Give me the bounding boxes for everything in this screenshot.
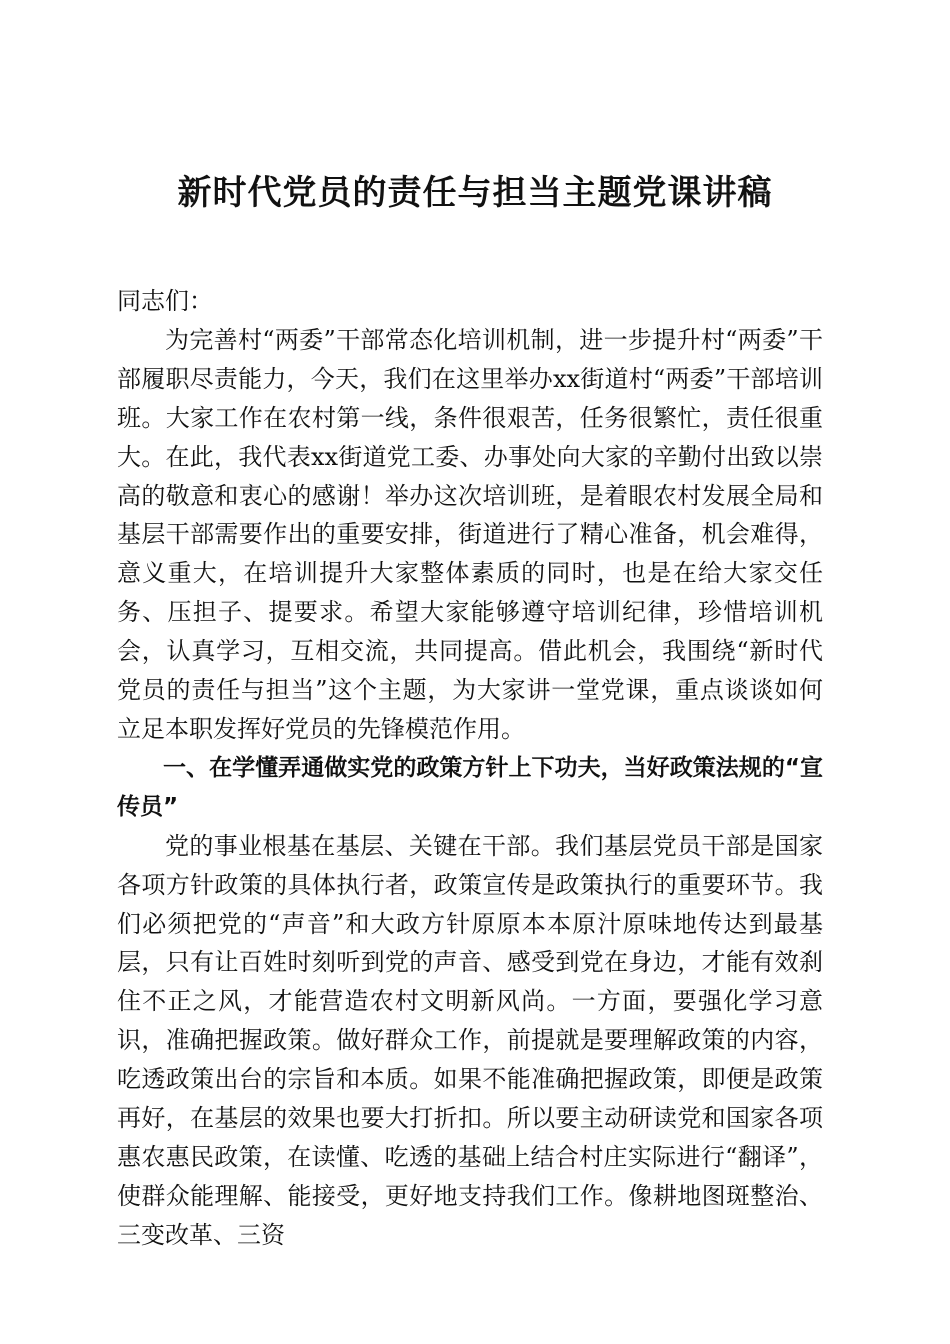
section-heading-1: 一、在学懂弄通做实党的政策方针上下功夫，当好政策法规的“宣传员” bbox=[117, 754, 823, 820]
document-body bbox=[117, 282, 823, 1255]
salutation: 同志们： bbox=[117, 287, 213, 315]
section-1-paragraph: 党的事业根基在基层、关键在干部。我们基层党员干部是国家各项方针政策的具体执行者，政策宣传是政策执行的重要环节。我们必须把党的“声音”和大政方针原原本本原汁原味地传达到最基层，只有让百姓时刻听到党的声音、感受到党在身边，才能有效刹住不正之风，才能营造农村文明新风尚。一方面，要强化学习意识，准确把握政策。做好群众工作，前提就是要理解政策的内容，吃透政策出台的宗旨和本质。如果不能准确把握政策，即便是政策再好，在基层的效果也要大打折扣。所以要主动研读党和国家各项惠农惠民政策，在读懂、吃透的基础上结合村庄实际进行“翻译”，使群众能理解、能接受，更好地支持我们工作。像耕地图斑整治、三变改革、三资 bbox=[117, 831, 823, 1249]
document-title: 新时代党员的责任与担当主题党课讲稿 bbox=[177, 173, 773, 213]
intro-paragraph: 为完善村“两委”干部常态化培训机制，进一步提升村“两委”干部履职尽责能力，今天，我们在这里举办xx街道村“两委”干部培训班。大家工作在农村第一线，条件很艰苦，任务很繁忙，责任很重大。在此，我代表xx街道党工委、办事处向大家的辛勤付出致以崇高的敬意和衷心的感谢！举办这次培训班，是着眼农村发展全局和基层干部需要作出的重要安排，街道进行了精心准备，机会难得，意义重大，在培训提升大家整体素质的同时，也是在给大家交任务、压担子、提要求。希望大家能够遵守培训纪律，珍惜培训机会，认真学习，互相交流，共同提高。借此机会，我围绕“新时代党员的责任与担当”这个主题，为大家讲一堂党课，重点谈谈如何立足本职发挥好党员的先锋模范作用。 bbox=[117, 325, 823, 743]
